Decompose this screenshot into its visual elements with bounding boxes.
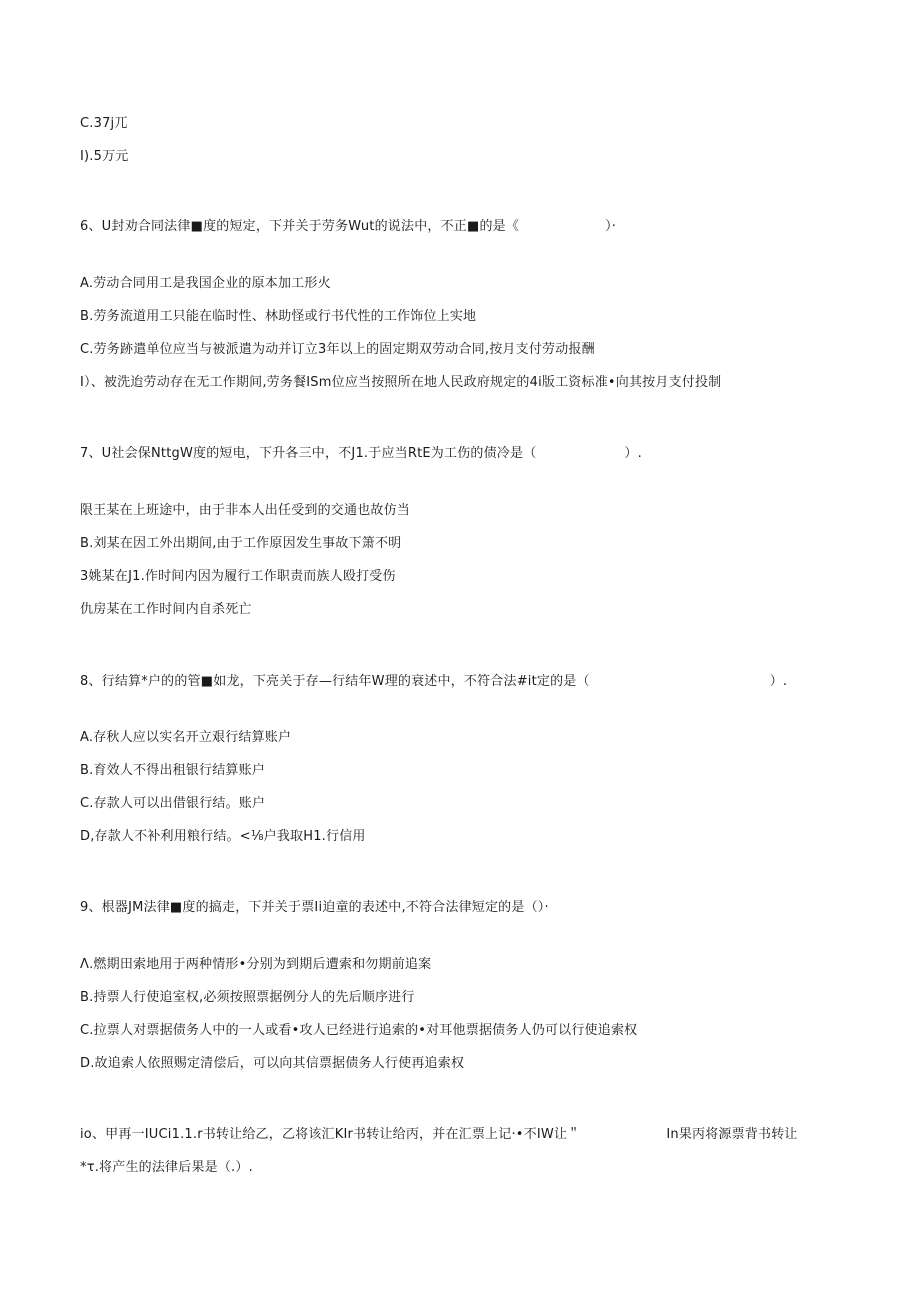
question-7-option-a: 限王某在上班途中，由于非本人出任受到的交通也故仿当 — [80, 503, 411, 518]
question-8-stem-end: ）. — [769, 674, 788, 689]
question-10-stem — [80, 1126, 798, 1144]
question-6-option-c: C.劳务跡遣单位应当与被派遣为动并订立3年以上的固定期双劳动合同,按月支付劳动报酬 — [80, 342, 595, 357]
question-10-stem-line2: *τ.将产生的法律后果是（.）. — [80, 1160, 253, 1175]
question-6-stem — [80, 218, 616, 236]
question-8-option-b: B.育效人不得出租银行结算账户 — [80, 763, 266, 778]
question-7-stem — [80, 445, 642, 463]
question-6-option-a: A.劳动合同用工是我国企业的原本加工形火 — [80, 276, 331, 291]
question-7-option-d: 仇房某在工作时间内自杀死亡 — [80, 602, 252, 617]
question-9-option-b: B.持票人行使追室权,必须按照票据例分人的先后顺序进行 — [80, 990, 415, 1005]
question-8-stem — [80, 673, 787, 691]
question-7-stem-text: 7、U社会保NttgW度的短电，下升各三中，不J1.于应当RtE为工伤的债冷是（ — [80, 446, 537, 461]
question-7-option-b: B.刘某在因工外出期间,由于工作原因发生事故下箫不明 — [80, 536, 402, 551]
option-d-prev: I).5万元 — [80, 149, 129, 164]
question-10-stem-text: io、甲再一IUCi1.1.r书转让给乙，乙将该汇KIr书转让给丙，并在汇票上记·•不IW让＂ — [80, 1127, 581, 1142]
question-7-option-c: 3姚某在J1.作时间内因为履行工作职责而族人殴打受伤 — [80, 569, 396, 584]
question-6-stem-text: 6、U封劝合同法律■度的短定，下并关于劳务Wut的说法中，不正■的是《 — [80, 219, 520, 234]
question-9-stem: 9、根器JM法律■度的搞走，下并关于票Ii迫童的表述中,不符合法律短定的是（）· — [80, 900, 549, 915]
option-c-prev: C.37j兀 — [80, 116, 128, 131]
question-10-stem-cont: In果丙将源票背书转让 — [666, 1127, 798, 1142]
question-9-option-c: C.拉票人对票据债务人中的一人或看•攻人已经进行追索的•对耳他票据债务人仍可以行使追索权 — [80, 1023, 638, 1038]
question-9-option-a: Λ.燃期田索地用于两种情形•分别为到期后遭索和勿期前追案 — [80, 957, 432, 972]
question-6-option-b: B.劳务流道用工只能在临时性、林助怪或行书代性的工作饰位上实地 — [80, 309, 477, 324]
question-9-option-d: D.故追索人依照赐定清偿后，可以向其信票据债务人行使再追索权 — [80, 1056, 465, 1071]
question-8-option-d: D,存款人不补利用粮行结。<⅛户我取H1.行信用 — [80, 829, 366, 844]
question-6-option-d: I）、被洗迨劳动存在无工作期间,劳务餐ISm位应当按照所在地人民政府规定的4i版工资标准•向其按月支付投制 — [80, 375, 722, 390]
question-8-stem-text: 8、行结算*户的的管■如龙，下亮关于存—行结年W理的衰述中，不符合法#it定的是（ — [80, 674, 590, 689]
question-8-option-c: C.存款人可以出借银行结。账户 — [80, 796, 266, 811]
question-7-stem-end: ）. — [624, 446, 642, 461]
question-6-stem-end: ）· — [605, 219, 617, 234]
question-8-option-a: A.存秋人应以实名开立艰行结算账户 — [80, 730, 292, 745]
